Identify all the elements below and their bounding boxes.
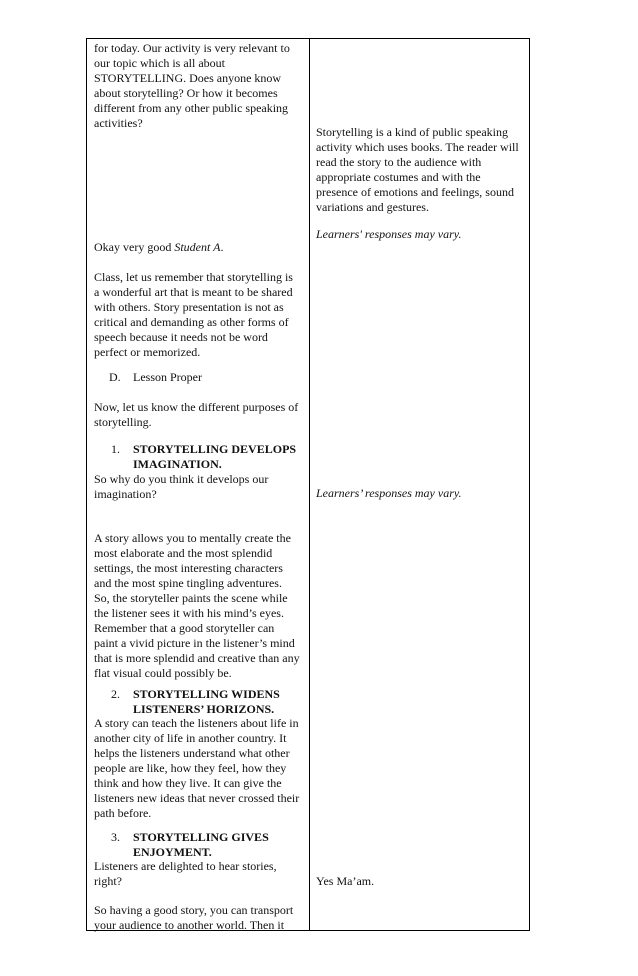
closing-text: So having a good story, you can transport your audience to another world. Then it [94,903,294,932]
item-3-number: 3. [111,830,120,844]
learners-responses-1: Learners' responses may vary. [316,227,462,241]
item-3-heading [94,830,300,860]
item-1-body: A story allows you to mentally create the most elaborate and the most splendid settings, the most interesting characters and the most spine tingling adventures. So, the storyteller paints the scene while the listener sees it with his mind’s eyes. Remember that a good storyteller can paint a vivid picture in the listener’s mind that is more splendid and creative than any flat visual could possibly be. [94,531,300,680]
lesson-proper-heading [94,370,300,385]
item-2-title: STORYTELLING WIDENS LISTENERS’ HORIZONS. [133,687,280,716]
okay-text [94,240,300,255]
item-1-title: STORYTELLING DEVELOPS IMAGINATION. [133,442,297,471]
lesson-label: Lesson Proper [133,370,202,384]
item-2-heading [94,687,300,717]
learners-responses-2: Learners’ responses may vary. [316,486,462,500]
item-2-body: A story can teach the listeners about life in another city of life in another country. It helps the listeners understand what other people are like, how they feel, how they think and how they live. It can give the listeners new ideas that never crossed their path before. [94,716,300,820]
item-2-number: 2. [111,687,120,701]
item-1-question: So why do you think it develops our imagination? [94,472,269,501]
class-text: Class, let us remember that storytelling is a wonderful art that is meant to be shared with others. Story presentation is not as critical and demanding as other forms of speech because it needs not be word perfect or memorized. [94,270,293,359]
storytelling-definition: Storytelling is a kind of public speaking activity which uses books. The reader will read the story to the audience with appropriate costumes and with the presence of emotions and feelings, sound variations and gestures. [316,125,519,214]
item-3-title: STORYTELLING GIVES ENJOYMENT. [133,830,269,859]
item-3-question: Listeners are delighted to hear stories, right? [94,859,277,888]
column-divider [309,39,310,930]
intro-text: for today. Our activity is very relevant to our topic which is all about STORYTELLING. Does anyone know about storytelling? Or how it becomes different from any other public speaking activities? [94,41,290,130]
item-1-number: 1. [111,442,120,456]
okay-suffix: . [220,240,224,254]
lesson-plan-table [86,38,530,931]
okay-prefix: Okay very good [94,240,175,254]
yes-maam-response: Yes Ma’am. [316,874,375,888]
student-name: Student A [174,240,221,254]
item-1-heading [94,442,300,472]
now-text: Now, let us know the different purposes of storytelling. [94,400,299,429]
lesson-marker: D. [109,370,121,384]
